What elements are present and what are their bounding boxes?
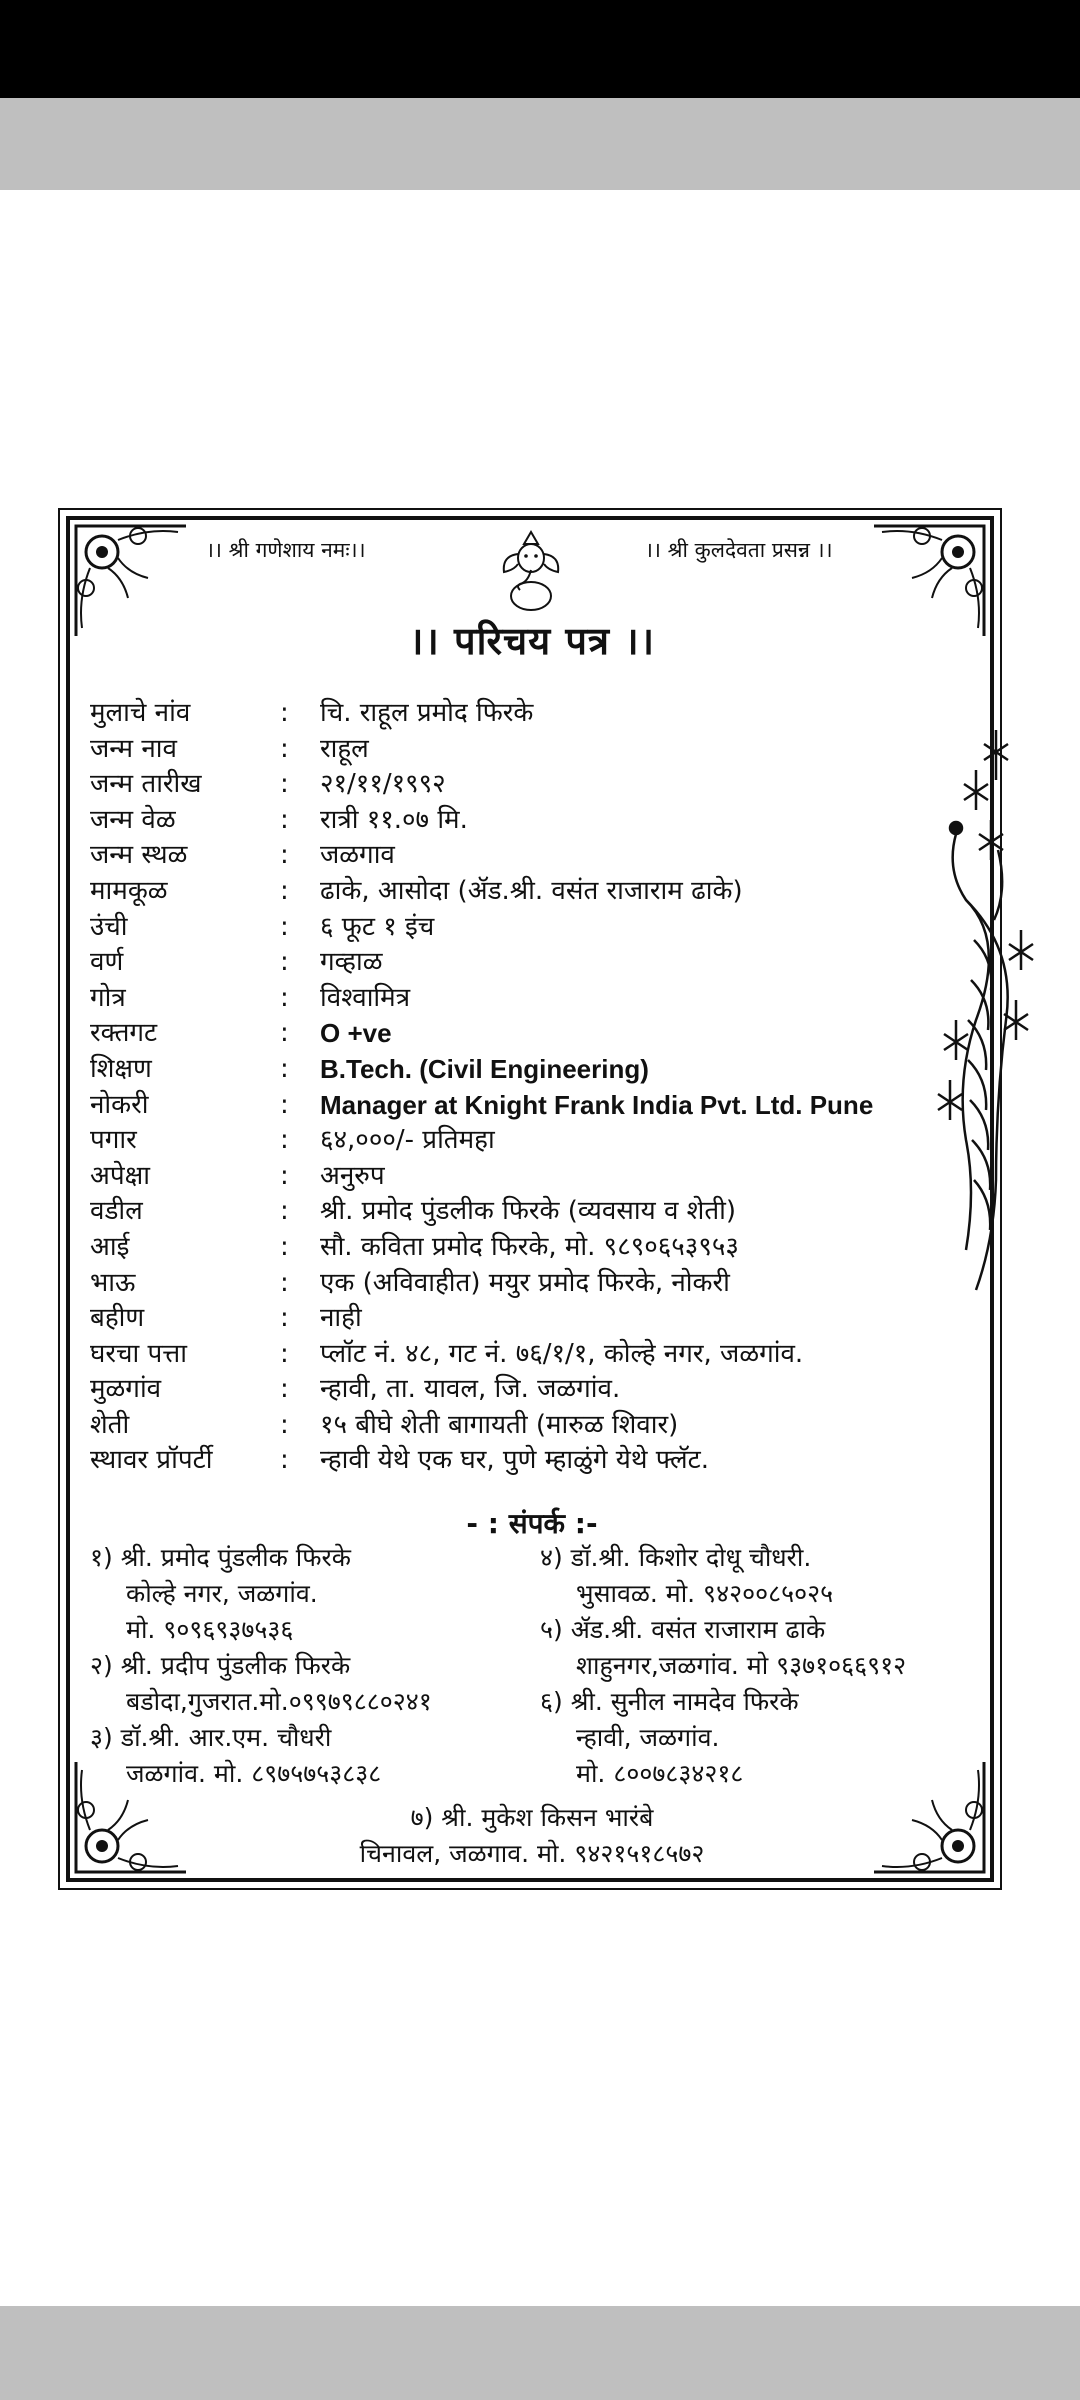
document-title: ।। परिचय पत्र ।।	[409, 619, 655, 663]
top-toolbar-band	[0, 98, 1080, 190]
detail-colon: :	[280, 947, 289, 978]
contact-name: ४) डॉ.श्री. किशोर दोधू चौधरी.	[540, 1543, 812, 1572]
detail-colon: :	[280, 982, 289, 1013]
detail-label: आई	[90, 1231, 130, 1262]
detail-label: मुलाचे नांव	[90, 698, 191, 728]
detail-label: बहीण	[90, 1303, 145, 1334]
detail-value: न्हावी, ता. यावल, जि. जळगांव.	[320, 1374, 621, 1405]
detail-colon: :	[280, 698, 289, 728]
invocation-right: ।। श्री कुलदेवता प्रसन्न ।।	[645, 538, 833, 562]
detail-label: शेती	[90, 1409, 130, 1440]
biodata-card	[58, 508, 1002, 1890]
contact-phone: मो. ८००७८३४२१८	[576, 1759, 744, 1788]
detail-value: न्हावी येथे एक घर, पुणे म्हाळुंगे येथे फ्लॅट.	[320, 1445, 709, 1476]
detail-value: जळगाव	[320, 840, 395, 871]
detail-colon: :	[280, 911, 289, 942]
detail-label: स्थावर प्रॉपर्टी	[90, 1445, 213, 1476]
detail-colon: :	[280, 1053, 289, 1084]
contact-entry	[90, 1648, 432, 1720]
detail-label: जन्म तारीख	[90, 769, 202, 800]
ganesha-icon	[496, 526, 566, 614]
contact-entry	[90, 1540, 351, 1648]
detail-label: उंची	[90, 911, 128, 942]
detail-colon: :	[280, 1089, 289, 1120]
invocation-left: ।। श्री गणेशाय नमः।।	[206, 538, 366, 562]
contact-entry	[60, 1800, 1004, 1872]
detail-label: मुळगांव	[90, 1374, 162, 1405]
peacock-icon	[936, 720, 1036, 1310]
detail-value: O +ve	[320, 1018, 392, 1049]
detail-value: ६४,०००/- प्रतिमहा	[320, 1125, 495, 1156]
detail-value: ढाके, आसोदा (ॲड.श्री. वसंत राजाराम ढाके)	[320, 875, 743, 906]
detail-value: १५ बीघे शेती बागायती (मारुळ शिवार)	[320, 1409, 679, 1440]
bottom-navigation-band	[0, 2306, 1080, 2400]
contact-name: ३) डॉ.श्री. आर.एम. चौधरी	[90, 1723, 332, 1752]
detail-colon: :	[280, 1125, 289, 1156]
detail-value: B.Tech. (Civil Engineering)	[320, 1053, 649, 1084]
contact-address: भुसावळ. मो. ९४२००८५०२५	[576, 1579, 834, 1608]
detail-colon: :	[280, 769, 289, 800]
status-bar	[0, 0, 1080, 98]
detail-colon: :	[280, 1160, 289, 1191]
contact-name: ७) श्री. मुकेश किसन भारंबे	[410, 1803, 654, 1832]
detail-colon: :	[280, 1409, 289, 1440]
detail-label: घरचा पत्ता	[90, 1338, 187, 1369]
detail-colon: :	[280, 1445, 289, 1476]
contact-name: ६) श्री. सुनील नामदेव फिरके	[540, 1687, 799, 1716]
detail-label: वडील	[90, 1196, 143, 1227]
detail-label: भाऊ	[90, 1267, 136, 1298]
detail-label: जन्म स्थळ	[90, 840, 188, 871]
detail-label: पगार	[90, 1125, 137, 1156]
detail-colon: :	[280, 804, 289, 835]
detail-label: मामकूळ	[90, 875, 168, 906]
detail-colon: :	[280, 733, 289, 764]
contact-name: २) श्री. प्रदीप पुंडलीक फिरके	[90, 1651, 351, 1680]
contact-phone: मो. ९०९६९३७५३६	[126, 1615, 294, 1644]
detail-value: २१/११/१९९२	[320, 769, 446, 800]
detail-value: Manager at Knight Frank India Pvt. Ltd. Pune	[320, 1089, 874, 1120]
contact-name: १) श्री. प्रमोद पुंडलीक फिरके	[90, 1543, 351, 1572]
detail-colon: :	[280, 1267, 289, 1298]
detail-label: जन्म नाव	[90, 733, 177, 764]
contact-address: कोल्हे नगर, जळगांव.	[126, 1579, 318, 1608]
detail-value: गव्हाळ	[320, 947, 383, 978]
detail-label: वर्ण	[90, 947, 124, 978]
contact-entry	[540, 1540, 833, 1612]
contact-entry	[90, 1720, 381, 1792]
detail-colon: :	[280, 1196, 289, 1227]
contact-heading: - : संपर्क :-	[466, 1507, 598, 1540]
detail-value: चि. राहूल प्रमोद फिरके	[320, 698, 534, 728]
detail-colon: :	[280, 840, 289, 871]
detail-value: नाही	[320, 1303, 362, 1334]
contact-address: शाहुनगर,जळगांव. मो ९३७१०६६९१२	[576, 1651, 907, 1680]
detail-value: प्लॉट नं. ४८, गट नं. ७६/१/१, कोल्हे नगर, जळगांव.	[320, 1338, 804, 1369]
contact-address: जळगांव. मो. ८९७५७५३८३८	[126, 1759, 382, 1788]
detail-label: नोकरी	[90, 1089, 149, 1120]
contact-address: चिनावल, जळगाव. मो. ९४२१५१८५७२	[359, 1839, 705, 1868]
detail-value: श्री. प्रमोद पुंडलीक फिरके (व्यवसाय व शेती)	[320, 1196, 737, 1227]
detail-colon: :	[280, 1018, 289, 1049]
contact-entry	[540, 1612, 906, 1684]
detail-label: गोत्र	[90, 982, 126, 1013]
contact-entry	[540, 1684, 799, 1792]
detail-value: ६ फूट १ इंच	[320, 911, 435, 942]
detail-colon: :	[280, 1374, 289, 1405]
detail-label: अपेक्षा	[90, 1160, 151, 1191]
detail-colon: :	[280, 1231, 289, 1262]
contact-address: न्हावी, जळगांव.	[576, 1723, 720, 1752]
detail-value: विश्वामित्र	[320, 982, 411, 1013]
contact-address: बडोदा,गुजरात.मो.०९९७९८८०२४१	[126, 1687, 432, 1716]
detail-value: राहूल	[320, 733, 369, 764]
detail-value: एक (अविवाहीत) मयुर प्रमोद फिरके, नोकरी	[320, 1267, 730, 1298]
contact-name: ५) ॲड.श्री. वसंत राजाराम ढाके	[540, 1615, 826, 1644]
detail-colon: :	[280, 875, 289, 906]
detail-colon: :	[280, 1303, 289, 1334]
detail-value: रात्री ११.०७ मि.	[320, 804, 468, 835]
detail-label: जन्म वेळ	[90, 804, 176, 835]
detail-label: शिक्षण	[90, 1053, 152, 1084]
detail-label: रक्तगट	[90, 1018, 158, 1049]
detail-colon: :	[280, 1338, 289, 1369]
detail-value: अनुरुप	[320, 1160, 385, 1191]
detail-value: सौ. कविता प्रमोद फिरके, मो. ९८९०६५३९५३	[320, 1231, 739, 1262]
